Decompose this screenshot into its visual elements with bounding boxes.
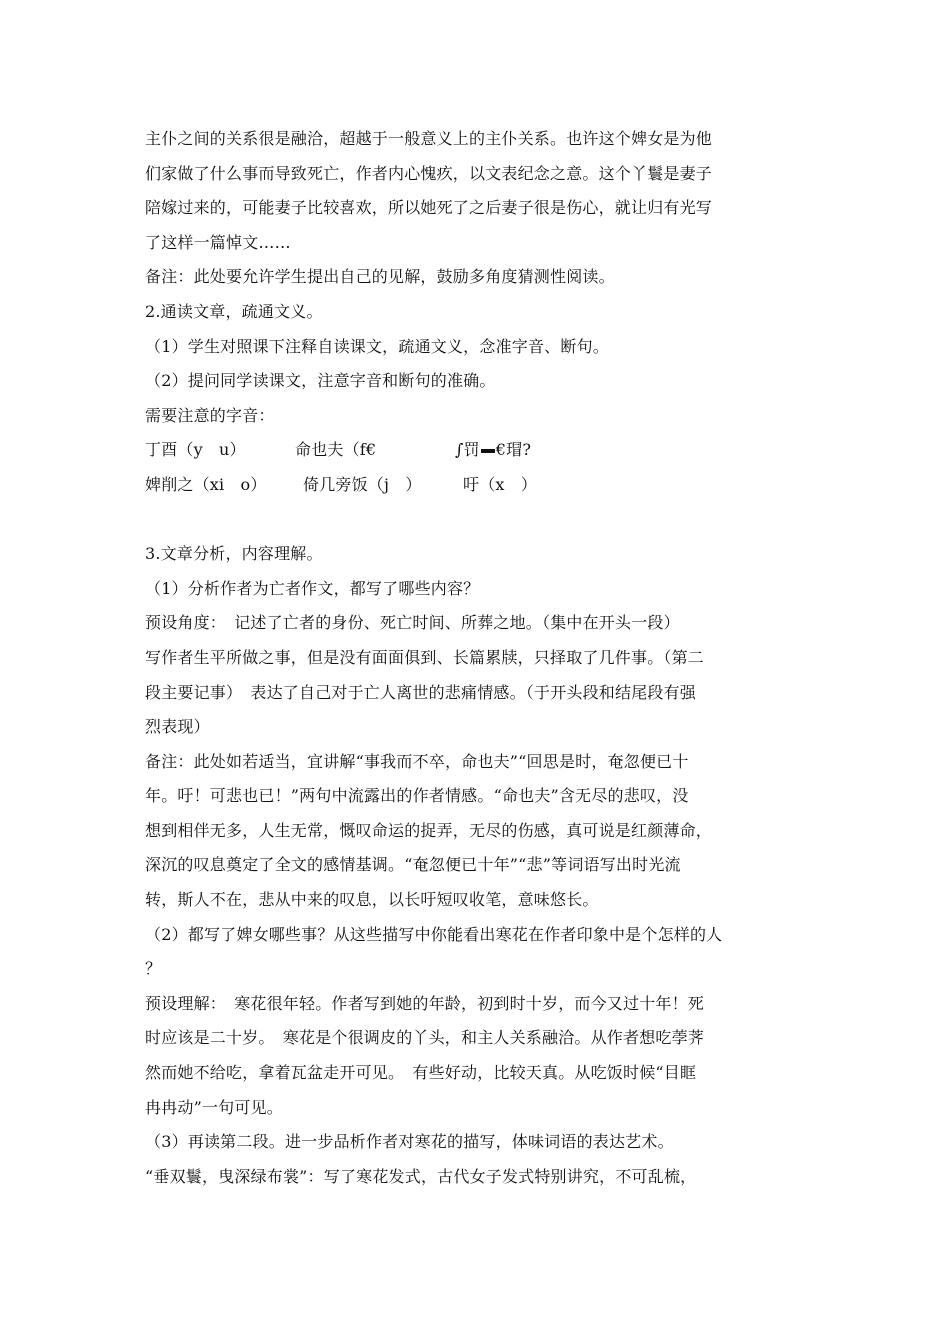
list-item: （2）提问同学读课文，注意字音和断句的准确。: [145, 371, 496, 391]
question: ？: [145, 959, 162, 979]
note-line: 想到相伴无多，人生无常，慨叹命运的捉弄，无尽的伤感，真可说是红颜薄命，: [145, 820, 713, 840]
pronunciation-entry: 倚几旁饭（j ）: [303, 474, 422, 494]
question: （1）分析作者为亡者作文，都写了哪些内容？: [145, 578, 480, 598]
answer-line: “垂双鬟，曳深绿布裳”：写了寒花发式，古代女子发式特别讲究，不可乱梳，: [145, 1166, 697, 1186]
answer-line: 时应该是二十岁。 寒花是个很调皮的丫头，和主人关系融洽。从作者想吃荸荠: [145, 1028, 705, 1048]
document-page: [145, 122, 745, 1194]
note-line: 转，斯人不在，悲从中来的叹息，以长吁短叹收笔，意味悠长。: [145, 890, 599, 910]
answer-line: 写作者生平所做之事，但是没有面面俱到、长篇累牍，只择取了几件事。（第二: [145, 647, 705, 667]
pronunciation-row: [145, 468, 745, 503]
pronunciation-row: [145, 433, 745, 468]
pronunciation-label: 需要注意的字音：: [145, 405, 275, 425]
answer-line: 预设角度： 记述了亡者的身份、死亡时间、所葬之地。（集中在开头一段）: [145, 613, 680, 633]
pronunciation-entry: €瑁?: [495, 440, 532, 460]
answer-line: 烈表现）: [145, 717, 210, 737]
pronunciation-entry: ∫罚: [455, 440, 480, 460]
note-line: 备注：此处如若适当，宜讲解“事我而不卒，命也夫”“回思是时，奄忽便已十: [145, 751, 689, 771]
answer-line: 冉冉动”一句可见。: [145, 1097, 283, 1117]
answer-line: 预设理解： 寒花很年轻。作者写到她的年龄，初到时十岁，而今又过十年！死: [145, 993, 705, 1013]
answer-line: 然而她不给吃，拿着瓦盆走开可见。 有些好动，比较天真。从吃饭时候“目眶: [145, 1063, 697, 1083]
pronunciation-entry: 命也夫（f€: [295, 440, 377, 460]
note-line: 深沉的叹息奠定了全文的感情基调。“奄忽便已十年”“悲”等词语写出时光流: [145, 855, 681, 875]
paragraph-line: 主仆之间的关系很是融洽，超越于一般意义上的主仆关系。也许这个婢女是为他: [145, 129, 713, 148]
section-heading: 2.通读文章，疏通文义。: [145, 301, 323, 321]
fill-blank-mark: [481, 449, 495, 453]
question: （3）再读第二段。进一步品析作者对寒花的描写，体味词语的表达艺术。: [145, 1132, 674, 1152]
note-line: 备注：此处要允许学生提出自己的见解，鼓励多角度猜测性阅读。: [145, 267, 615, 287]
list-item: （1）学生对照课下注释自读课文，疏通文义，念准字音、断句。: [145, 336, 609, 356]
paragraph-line: 了这样一篇悼文……: [145, 232, 291, 252]
paragraph-line: 们家做了什么事而导致死亡，作者内心愧疚，以文表纪念之意。这个丫鬟是妻子: [145, 163, 713, 183]
pronunciation-entry: 婢削之（xi o）: [145, 474, 267, 494]
paragraph-line: 陪嫁过来的，可能妻子比较喜欢，所以她死了之后妻子很是伤心，就让归有光写: [145, 198, 713, 218]
spacer: [145, 503, 745, 538]
section-heading: 3.文章分析，内容理解。: [145, 544, 323, 564]
question: （2）都写了婢女哪些事？从这些描写中你能看出寒花在作者印象中是个怎样的人: [145, 924, 723, 944]
answer-line: 段主要记事） 表达了自己对于亡人离世的悲痛情感。（于开头段和结尾段有强: [145, 682, 697, 702]
pronunciation-entry: 丁酉（y u）: [145, 440, 246, 460]
pronunciation-entry: 吁（x ）: [463, 474, 538, 494]
note-line: 年。吁！可悲也已！”两句中流露出的作者情感。“命也夫”含无尽的悲叹，没: [145, 786, 689, 806]
